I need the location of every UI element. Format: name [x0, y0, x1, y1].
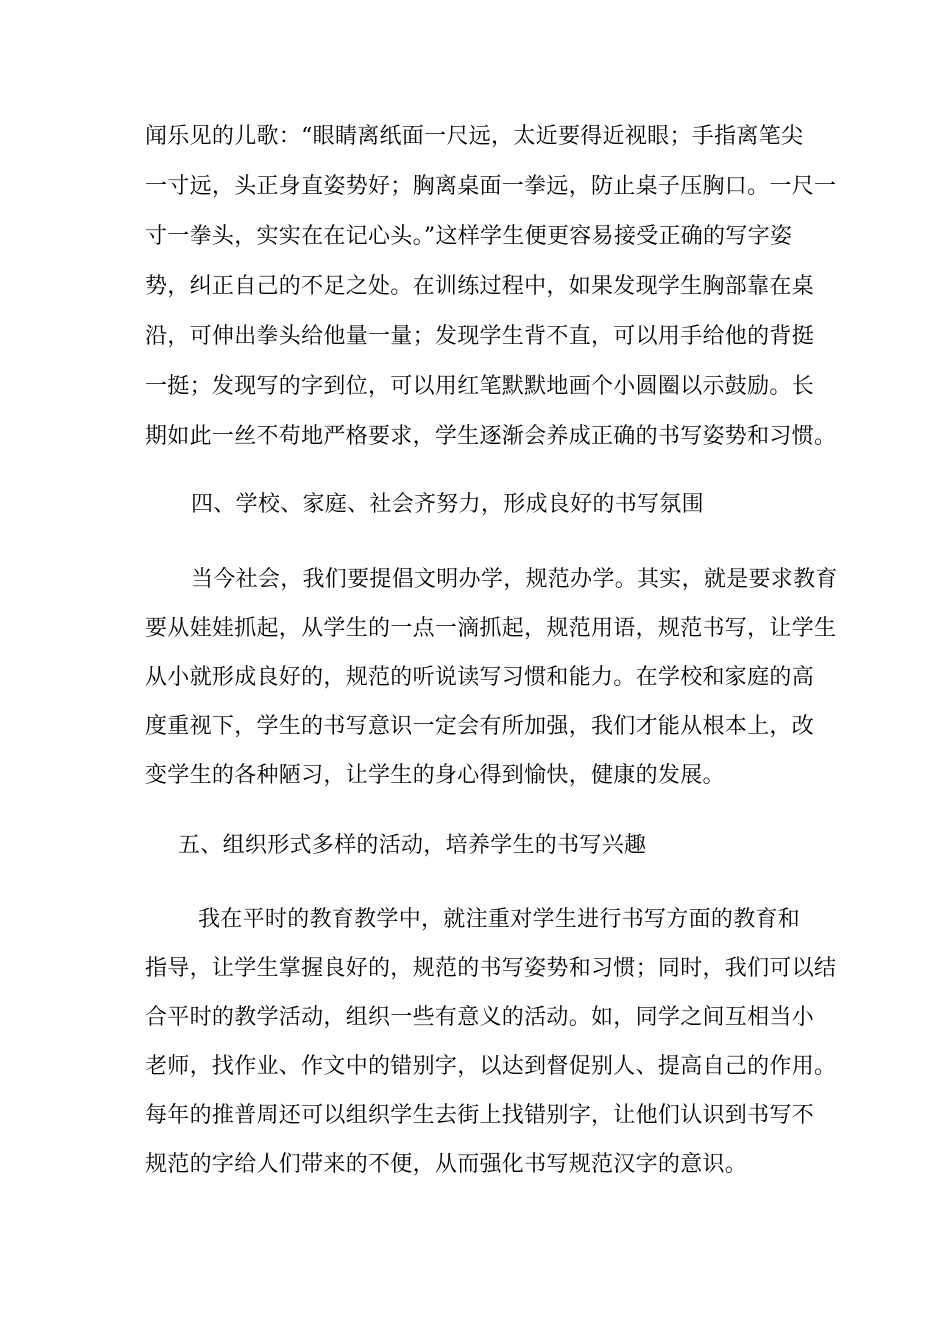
paragraph-2-line-1: 当今社会，我们要提倡文明办学，规范办学。其实，就是要求教育 [191, 567, 838, 592]
section-heading-5: 五、组织形式多样的活动，培养学生的书写兴趣 [178, 833, 647, 858]
paragraph-2-line-4: 度重视下，学生的书写意识一定会有所加强，我们才能从根本上，改 [145, 714, 815, 739]
paragraph-3-line-6: 规范的字给人们带来的不便，从而强化书写规范汉字的意识。 [145, 1152, 748, 1177]
paragraph-3-line-1: 我在平时的教育教学中，就注重对学生进行书写方面的教育和 [198, 907, 801, 932]
paragraph-3-line-5: 每年的推普周还可以组织学生去街上找错别字，让他们认识到书写不 [145, 1103, 815, 1128]
paragraph-3-line-2: 指导，让学生掌握良好的，规范的书写姿势和习惯；同时，我们可以结 [145, 956, 837, 981]
paragraph-1-line-3: 寸一拳头，实实在在记心头。”这样学生便更容易接受正确的写字姿 [145, 224, 793, 249]
paragraph-1-line-4: 势，纠正自己的不足之处。在训练过程中，如果发现学生胸部靠在桌 [145, 274, 815, 299]
paragraph-2-line-2: 要从娃娃抓起，从学生的一点一滴抓起，规范用语，规范书写，让学生 [145, 616, 837, 641]
paragraph-3-line-3: 合平时的教学活动，组织一些有意义的活动。如，同学之间互相当小 [145, 1005, 815, 1030]
paragraph-2-line-5: 变学生的各种陋习，让学生的身心得到愉快，健康的发展。 [145, 763, 725, 788]
paragraph-1-line-1: 闻乐见的儿歌：“眼睛离纸面一尺远，太近要得近视眼；手指离笔尖 [145, 124, 804, 149]
paragraph-1-line-2: 一寸远，头正身直姿势好；胸离桌面一拳远，防止桌子压胸口。一尺一 [145, 174, 837, 199]
section-heading-4: 四、学校、家庭、社会齐努力，形成良好的书写氛围 [191, 492, 704, 517]
paragraph-1-line-7: 期如此一丝不苟地严格要求，学生逐渐会养成正确的书写姿势和习惯。 [145, 424, 837, 449]
paragraph-2-line-3: 从小就形成良好的，规范的听说读写习惯和能力。在学校和家庭的高 [145, 665, 815, 690]
paragraph-1-line-6: 一挺；发现写的字到位，可以用红笔默默地画个小圆圈以示鼓励。长 [145, 374, 815, 399]
paragraph-1-line-5: 沿，可伸出拳头给他量一量；发现学生背不直，可以用手给他的背挺 [145, 324, 815, 349]
paragraph-3-line-4: 老师，找作业、作文中的错别字，以达到督促别人、提高自己的作用。 [145, 1054, 837, 1079]
